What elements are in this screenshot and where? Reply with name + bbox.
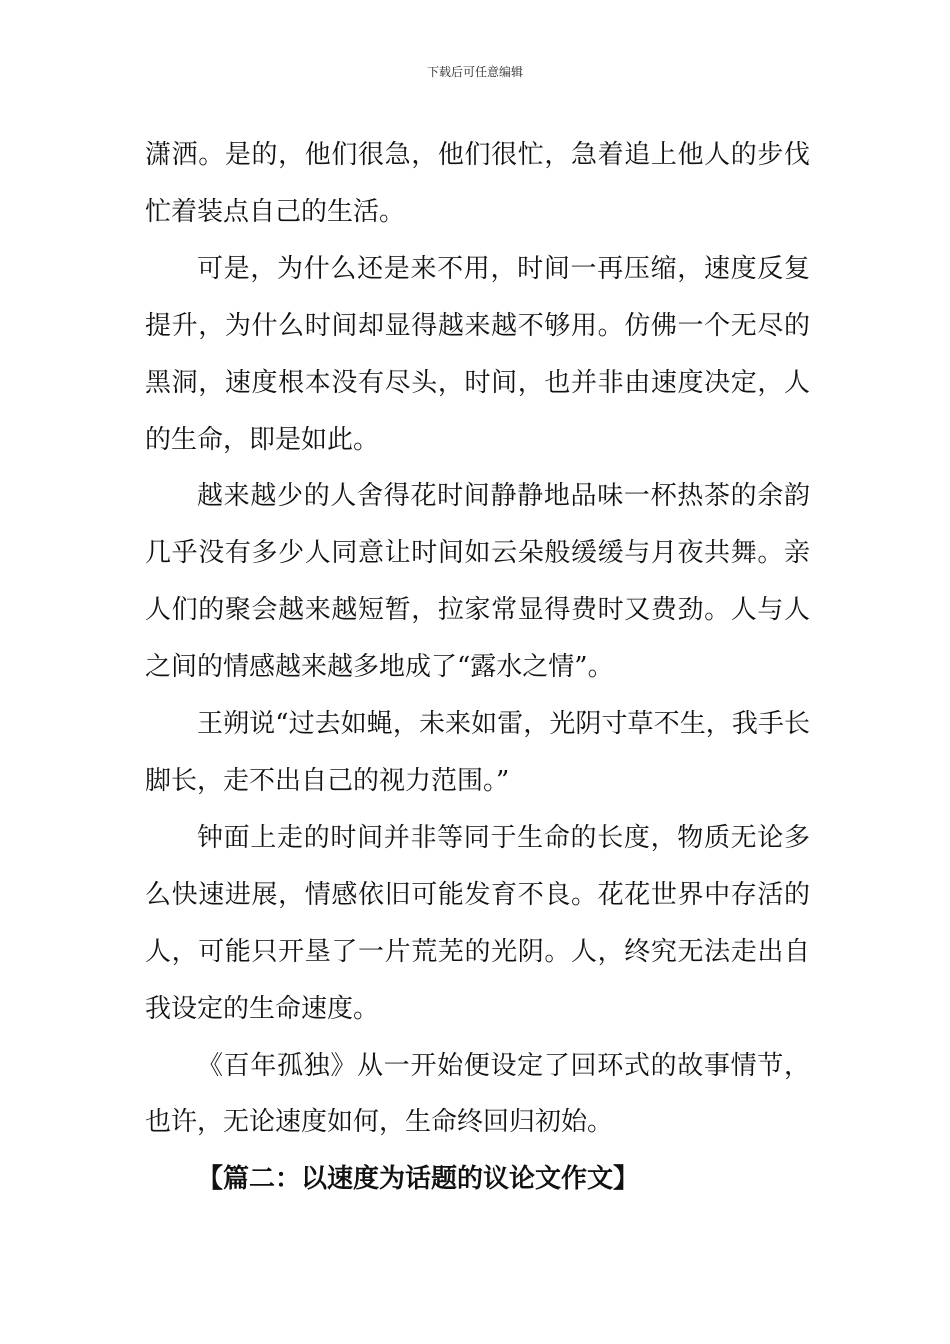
paragraph-continuation: 潇洒。是的，他们很急，他们很忙，急着追上他人的步伐忙着装点自己的生活。 <box>145 140 810 227</box>
paragraph-wang-shuo-quote: 王朔说“过去如蝇，未来如雷，光阴寸草不生，我手长脚长，走不出自己的视力范围。” <box>145 709 810 796</box>
section-heading: 【篇二：以速度为话题的议论文作文】 <box>197 1164 640 1195</box>
paragraph-tea-and-family: 越来越少的人舍得花时间静静地品味一杯热茶的余韵几乎没有多少人同意让时间如云朵般缓缓与月夜共舞。亲人们的聚会越来越短暂，拉家常显得费时又费劲。人与人之间的情感越来越多地成了“露水之情”。 <box>145 481 810 683</box>
page-header: 下载后可任意编辑 <box>426 65 523 79</box>
document-body <box>145 127 810 1208</box>
paragraph-hundred-years: 《百年孤独》从一开始便设定了回环式的故事情节，也许，无论速度如何，生命终回归初始。 <box>145 1050 810 1138</box>
paragraph-time-compression: 可是，为什么还是来不用，时间一再压缩，速度反复提升，为什么时间却显得越来越不够用。仿佛一个无尽的黑洞，速度根本没有尽头，时间，也并非由速度决定，人的生命，即是如此。 <box>145 253 810 455</box>
paragraph-clock-time: 钟面上走的时间并非等同于生命的长度，物质无论多么快速进展，情感依旧可能发育不良。花花世界中存活的人，可能只开垦了一片荒芜的光阴。人，终究无法走出自我设定的生命速度。 <box>145 822 810 1024</box>
